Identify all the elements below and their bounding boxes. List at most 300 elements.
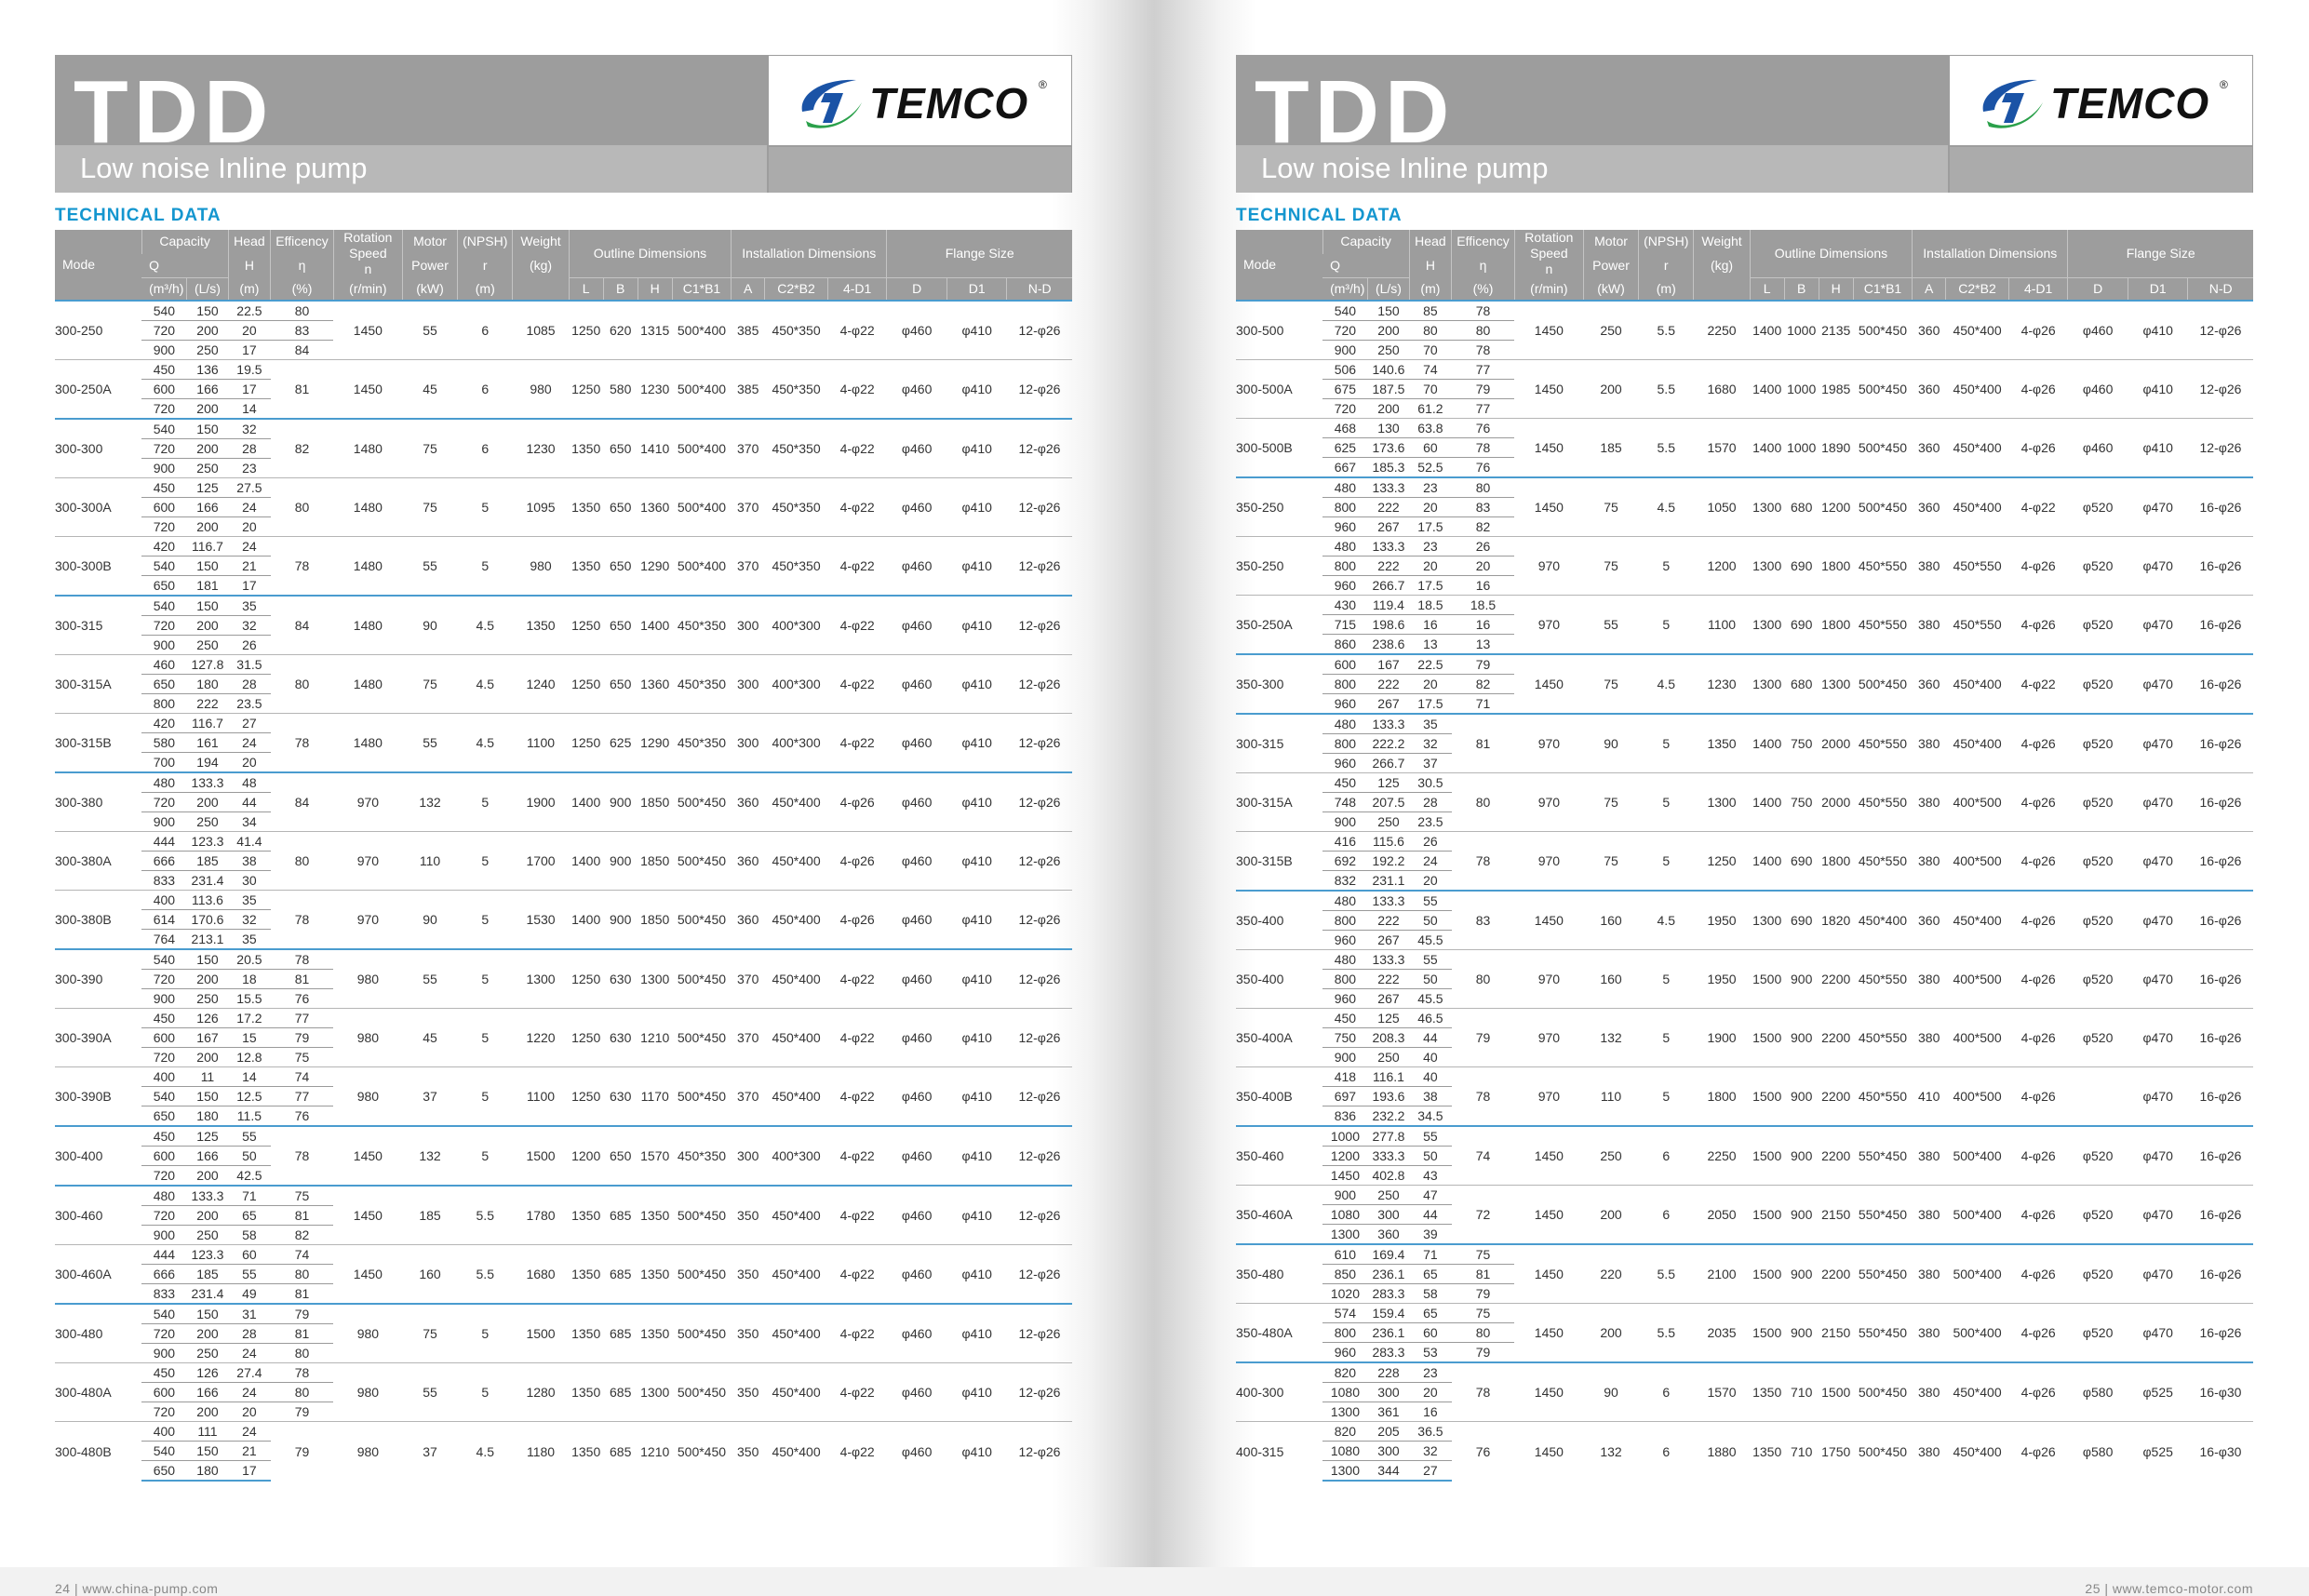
col-flange: Flange Size [887, 230, 1072, 277]
efficiency-cell: 16 [1452, 615, 1515, 635]
flow-ls-cell: 266.7 [1368, 576, 1409, 596]
flow-m3h-cell: 540 [141, 1442, 187, 1461]
flow-m3h-cell: 600 [141, 498, 187, 517]
flow-ls-cell: 222 [187, 694, 228, 714]
efficiency-cell: 79 [1452, 1284, 1515, 1304]
flow-m3h-cell: 720 [1322, 321, 1368, 341]
spec-cell-npsh: 6 [1639, 1422, 1694, 1482]
spec-cell-h: 1985 [1819, 360, 1853, 419]
head-cell: 23 [228, 459, 270, 478]
table-row [55, 1304, 1072, 1324]
efficiency-cell: 79 [1452, 1009, 1515, 1067]
head-cell: 60 [228, 1245, 270, 1265]
spec-cell-weight: 1500 [513, 1304, 569, 1363]
efficiency-cell: 18.5 [1452, 596, 1515, 615]
spec-cell-c2b2: 500*400 [1946, 1186, 2009, 1245]
spec-cell-d1: φ410 [946, 596, 1007, 655]
spec-cell-c1b1: 450*350 [672, 714, 731, 773]
flow-ls-cell: 277.8 [1368, 1126, 1409, 1147]
flow-ls-cell: 185 [187, 852, 228, 871]
spec-cell-d1: φ470 [2128, 891, 2188, 950]
flow-ls-cell: 180 [187, 1461, 228, 1482]
table-row [55, 1067, 1072, 1087]
head-cell: 63.8 [1409, 419, 1451, 438]
spec-cell-npsh: 5.5 [1639, 360, 1694, 419]
technical-data-table [55, 230, 1072, 1482]
flow-m3h-cell: 715 [1322, 615, 1368, 635]
spec-cell-a: 360 [1913, 419, 1946, 478]
spec-cell-a: 360 [1913, 654, 1946, 714]
col-c1b1: C1*B1 [1853, 277, 1912, 301]
spec-cell-c2b2: 400*300 [765, 596, 828, 655]
spec-cell-nd: 16-φ26 [2188, 1067, 2253, 1127]
spec-cell-d41: 4-φ22 [827, 478, 887, 537]
efficiency-cell: 75 [271, 1186, 334, 1206]
spec-cell-h: 1170 [638, 1067, 672, 1127]
efficiency-cell: 81 [1452, 714, 1515, 773]
col-npsh-unit: (m) [458, 277, 513, 301]
spec-cell-b: 900 [1784, 1126, 1819, 1186]
spec-cell-l: 1400 [569, 832, 603, 891]
spec-cell-d1: φ410 [946, 1126, 1007, 1186]
spec-cell-nd: 12-φ26 [2188, 360, 2253, 419]
spec-cell-speed: 970 [333, 891, 402, 950]
head-cell: 24 [228, 498, 270, 517]
spec-cell-power: 110 [402, 832, 457, 891]
spec-cell-c1b1: 500*450 [672, 832, 731, 891]
spec-cell-l: 1250 [569, 1009, 603, 1067]
flow-ls-cell: 283.3 [1368, 1343, 1409, 1363]
spec-cell-npsh: 6 [1639, 1186, 1694, 1245]
col-npsh: (NPSH) [458, 230, 513, 254]
spec-cell-a: 300 [732, 714, 765, 773]
head-cell: 38 [228, 852, 270, 871]
temco-swirl-icon [797, 74, 867, 136]
flow-m3h-cell: 574 [1322, 1304, 1368, 1323]
col-a: A [732, 277, 765, 301]
spec-cell-weight: 1050 [1694, 477, 1750, 537]
flow-m3h-cell: 600 [141, 1147, 187, 1166]
head-cell: 15.5 [228, 989, 270, 1009]
temco-swirl-icon [1978, 74, 2048, 136]
spec-cell-a: 380 [1913, 1304, 1946, 1363]
flow-m3h-cell: 860 [1322, 635, 1368, 655]
spec-cell-nd: 12-φ26 [1007, 419, 1072, 478]
spec-cell-b: 1000 [1784, 360, 1819, 419]
spec-cell-power: 160 [1583, 891, 1638, 950]
efficiency-cell: 78 [1452, 341, 1515, 360]
col-h: H [1819, 277, 1853, 301]
spec-cell-power: 75 [402, 419, 457, 478]
head-cell: 46.5 [1409, 1009, 1451, 1028]
flow-ls-cell: 130 [1368, 419, 1409, 438]
spec-cell-b: 900 [1784, 1009, 1819, 1067]
spec-cell-npsh: 4.5 [1639, 891, 1694, 950]
flow-ls-cell: 200 [187, 793, 228, 812]
spec-cell-d41: 4-φ26 [827, 891, 887, 950]
efficiency-cell: 80 [1452, 477, 1515, 498]
head-cell: 12.5 [228, 1087, 270, 1106]
flow-m3h-cell: 1300 [1322, 1402, 1368, 1422]
flow-m3h-cell: 900 [1322, 1186, 1368, 1205]
efficiency-cell: 78 [271, 1363, 334, 1383]
spec-cell-h: 2150 [1819, 1186, 1853, 1245]
flow-m3h-cell: 720 [141, 517, 187, 537]
col-weight-blank [513, 277, 569, 301]
spec-cell-c1b1: 500*400 [672, 537, 731, 597]
flow-m3h-cell: 650 [141, 675, 187, 694]
spec-cell-d: φ460 [887, 1067, 947, 1127]
flow-ls-cell: 193.6 [1368, 1087, 1409, 1106]
spec-cell-nd: 12-φ26 [1007, 891, 1072, 950]
head-cell: 35 [228, 891, 270, 910]
spec-cell-power: 75 [402, 1304, 457, 1363]
flow-ls-cell: 250 [187, 1226, 228, 1245]
spec-cell-a: 360 [1913, 891, 1946, 950]
col-eff-unit: (%) [271, 277, 334, 301]
spec-cell-speed: 980 [333, 949, 402, 1009]
spec-cell-d: φ520 [2068, 1304, 2128, 1363]
head-cell: 80 [1409, 321, 1451, 341]
table-row [55, 537, 1072, 557]
spec-cell-d1: φ470 [2128, 537, 2188, 596]
flow-ls-cell: 167 [187, 1028, 228, 1048]
flow-m3h-cell: 692 [1322, 852, 1368, 871]
flow-ls-cell: 267 [1368, 989, 1409, 1009]
flow-ls-cell: 150 [187, 419, 228, 439]
col-rotation: Rotation Speed n [1514, 230, 1583, 277]
head-cell: 20 [1409, 557, 1451, 576]
spec-cell-b: 900 [603, 772, 638, 832]
flow-m3h-cell: 800 [1322, 557, 1368, 576]
spec-cell-power: 55 [1583, 596, 1638, 655]
spec-cell-b: 900 [1784, 950, 1819, 1009]
head-cell: 16 [1409, 615, 1451, 635]
flow-ls-cell: 200 [187, 1324, 228, 1344]
spec-cell-nd: 12-φ26 [1007, 1304, 1072, 1363]
spec-cell-c2b2: 400*500 [1946, 1009, 2009, 1067]
spec-cell-nd: 16-φ26 [2188, 1009, 2253, 1067]
flow-m3h-cell: 720 [141, 439, 187, 459]
col-flange: Flange Size [2068, 230, 2253, 277]
flow-m3h-cell: 750 [1322, 1028, 1368, 1048]
spec-cell-speed: 970 [1514, 1067, 1583, 1127]
spec-cell-c2b2: 450*400 [765, 832, 828, 891]
spec-cell-a: 380 [1913, 537, 1946, 596]
spec-cell-weight: 1350 [513, 596, 569, 655]
spec-cell-speed: 1480 [333, 655, 402, 714]
spec-cell-npsh: 6 [1639, 1362, 1694, 1422]
spec-cell-c2b2: 450*400 [1946, 477, 2009, 537]
head-cell: 74 [1409, 360, 1451, 380]
table-row [1236, 301, 2253, 321]
spec-cell-c1b1: 450*550 [1853, 773, 1912, 832]
flow-m3h-cell: 720 [141, 1402, 187, 1422]
spec-cell-b: 685 [603, 1304, 638, 1363]
flow-m3h-cell: 720 [141, 399, 187, 420]
spec-cell-c1b1: 500*450 [672, 1304, 731, 1363]
flow-ls-cell: 127.8 [187, 655, 228, 675]
spec-cell-power: 200 [1583, 1304, 1638, 1363]
flow-m3h-cell: 1000 [1322, 1126, 1368, 1147]
spec-cell-npsh: 5.5 [458, 1245, 513, 1305]
spec-cell-d: φ460 [887, 891, 947, 950]
spec-cell-d41: 4-φ22 [827, 1126, 887, 1186]
spec-cell-b: 685 [603, 1363, 638, 1422]
spec-cell-weight: 1100 [513, 714, 569, 773]
efficiency-cell: 82 [271, 1226, 334, 1245]
spec-cell-power: 110 [1583, 1067, 1638, 1127]
spec-cell-d: φ460 [887, 419, 947, 478]
spec-cell-c1b1: 550*450 [1853, 1126, 1912, 1186]
model-cell: 350-250 [1236, 477, 1322, 537]
spec-cell-power: 90 [402, 891, 457, 950]
col-4d1: 4-D1 [827, 277, 887, 301]
flow-m3h-cell: 450 [141, 360, 187, 380]
spec-cell-d1: φ470 [2128, 832, 2188, 892]
spec-cell-c1b1: 450*550 [1853, 950, 1912, 1009]
spec-cell-h: 1350 [638, 1245, 672, 1305]
spec-cell-power: 220 [1583, 1244, 1638, 1304]
spec-cell-d: φ460 [887, 1186, 947, 1245]
efficiency-cell: 81 [271, 360, 334, 420]
flow-m3h-cell: 700 [141, 753, 187, 773]
spec-cell-l: 1500 [1750, 1126, 1784, 1186]
spec-cell-d41: 4-φ26 [2008, 1067, 2068, 1127]
spec-cell-b: 900 [603, 891, 638, 950]
spec-cell-nd: 16-φ26 [2188, 832, 2253, 892]
spec-cell-a: 360 [1913, 477, 1946, 537]
spec-cell-a: 380 [1913, 950, 1946, 1009]
spec-cell-h: 1290 [638, 714, 672, 773]
spec-cell-b: 650 [603, 537, 638, 597]
spec-cell-speed: 1480 [333, 478, 402, 537]
head-cell: 20 [228, 753, 270, 773]
spec-cell-c2b2: 450*350 [765, 478, 828, 537]
efficiency-cell: 76 [271, 989, 334, 1009]
spec-cell-a: 300 [732, 596, 765, 655]
spec-cell-c1b1: 500*450 [672, 1009, 731, 1067]
col-motor: Motor [1583, 230, 1638, 254]
spec-cell-h: 1350 [638, 1304, 672, 1363]
flow-m3h-cell: 900 [141, 1226, 187, 1245]
col-d: D [2068, 277, 2128, 301]
spec-cell-c1b1: 500*450 [672, 1067, 731, 1127]
flow-ls-cell: 222 [1368, 911, 1409, 931]
spec-cell-l: 1350 [569, 1304, 603, 1363]
flow-ls-cell: 222 [1368, 498, 1409, 517]
spec-cell-d: φ460 [887, 832, 947, 891]
head-cell: 18 [228, 970, 270, 989]
table-row [1236, 596, 2253, 615]
spec-cell-l: 1300 [1750, 537, 1784, 596]
col-c2b2: C2*B2 [765, 277, 828, 301]
spec-cell-l: 1250 [569, 360, 603, 420]
flow-ls-cell: 402.8 [1368, 1166, 1409, 1186]
head-cell: 17.5 [1409, 517, 1451, 537]
flow-ls-cell: 185 [187, 1265, 228, 1284]
spec-cell-d1: φ470 [2128, 477, 2188, 537]
spec-cell-a: 380 [1913, 1009, 1946, 1067]
spec-cell-d1: φ410 [946, 772, 1007, 832]
head-cell: 43 [1409, 1166, 1451, 1186]
spec-cell-c2b2: 450*550 [1946, 596, 2009, 655]
spec-cell-a: 385 [732, 301, 765, 360]
flow-m3h-cell: 764 [141, 930, 187, 950]
flow-ls-cell: 167 [1368, 654, 1409, 675]
spec-cell-c1b1: 450*350 [672, 1126, 731, 1186]
table-body [55, 301, 1072, 1481]
spec-cell-npsh: 5.5 [458, 1186, 513, 1245]
spec-cell-nd: 12-φ26 [1007, 1422, 1072, 1482]
efficiency-cell: 78 [1452, 832, 1515, 892]
flow-ls-cell: 250 [1368, 1186, 1409, 1205]
flow-ls-cell: 250 [1368, 341, 1409, 360]
spec-cell-l: 1400 [1750, 773, 1784, 832]
spec-cell-npsh: 5 [1639, 773, 1694, 832]
head-cell: 70 [1409, 380, 1451, 399]
flow-m3h-cell: 800 [1322, 970, 1368, 989]
spec-cell-d: φ520 [2068, 714, 2128, 773]
spec-cell-h: 1360 [638, 478, 672, 537]
spec-cell-speed: 980 [333, 1067, 402, 1127]
model-cell: 300-250 [55, 301, 141, 360]
spec-cell-speed: 970 [1514, 950, 1583, 1009]
spec-cell-npsh: 6 [1639, 1126, 1694, 1186]
table-row [55, 301, 1072, 321]
table-row [55, 419, 1072, 439]
spec-cell-c2b2: 450*350 [765, 537, 828, 597]
spec-cell-npsh: 5 [1639, 832, 1694, 892]
flow-ls-cell: 231.4 [187, 871, 228, 891]
spec-cell-weight: 980 [513, 360, 569, 420]
spec-cell-c2b2: 450*400 [765, 772, 828, 832]
spec-cell-d1: φ410 [2128, 360, 2188, 419]
flow-ls-cell: 231.4 [187, 1284, 228, 1305]
spec-cell-d1: φ410 [2128, 301, 2188, 360]
spec-cell-l: 1300 [1750, 891, 1784, 950]
col-capacity-sym: Q [1322, 254, 1409, 278]
flow-m3h-cell: 480 [1322, 714, 1368, 734]
spec-cell-nd: 16-φ26 [2188, 596, 2253, 655]
head-cell: 17.2 [228, 1009, 270, 1028]
flow-ls-cell: 236.1 [1368, 1323, 1409, 1343]
flow-ls-cell: 136 [187, 360, 228, 380]
spec-cell-d1: φ470 [2128, 596, 2188, 655]
spec-cell-d1: φ470 [2128, 950, 2188, 1009]
spec-cell-d: φ520 [2068, 832, 2128, 892]
spec-cell-speed: 1450 [1514, 891, 1583, 950]
spec-cell-npsh: 4.5 [458, 1422, 513, 1482]
spec-cell-c1b1: 500*450 [672, 1245, 731, 1305]
spec-cell-npsh: 5 [458, 772, 513, 832]
spec-cell-weight: 1100 [513, 1067, 569, 1127]
flow-m3h-cell: 720 [141, 793, 187, 812]
flow-ls-cell: 344 [1368, 1461, 1409, 1482]
flow-ls-cell: 125 [1368, 1009, 1409, 1028]
table-row [1236, 654, 2253, 675]
spec-cell-d41: 4-φ22 [827, 655, 887, 714]
flow-ls-cell: 213.1 [187, 930, 228, 950]
spec-cell-weight: 1240 [513, 655, 569, 714]
spec-cell-speed: 980 [333, 1304, 402, 1363]
flow-ls-cell: 166 [187, 498, 228, 517]
spec-cell-l: 1500 [1750, 1304, 1784, 1363]
spec-cell-speed: 970 [1514, 714, 1583, 773]
spec-cell-power: 132 [402, 1126, 457, 1186]
spec-cell-c2b2: 400*500 [1946, 1067, 2009, 1127]
flow-m3h-cell: 625 [1322, 438, 1368, 458]
flow-m3h-cell: 836 [1322, 1106, 1368, 1127]
model-cell: 350-480A [1236, 1304, 1322, 1363]
flow-m3h-cell: 900 [141, 989, 187, 1009]
spec-cell-speed: 1480 [333, 537, 402, 597]
spec-cell-speed: 970 [1514, 773, 1583, 832]
spec-cell-speed: 1480 [333, 419, 402, 478]
efficiency-cell: 80 [1452, 950, 1515, 1009]
spec-cell-c2b2: 450*400 [765, 1067, 828, 1127]
efficiency-cell: 82 [271, 419, 334, 478]
flow-m3h-cell: 540 [1322, 301, 1368, 321]
efficiency-cell: 74 [1452, 1126, 1515, 1186]
spec-cell-d: φ520 [2068, 950, 2128, 1009]
spec-cell-a: 380 [1913, 1186, 1946, 1245]
table-row [1236, 891, 2253, 911]
flow-m3h-cell: 506 [1322, 360, 1368, 380]
head-cell: 65 [1409, 1304, 1451, 1323]
head-cell: 21 [228, 557, 270, 576]
spec-cell-c2b2: 400*300 [765, 714, 828, 773]
spec-cell-c1b1: 450*550 [1853, 714, 1912, 773]
spec-cell-d41: 4-φ26 [2008, 1186, 2068, 1245]
flow-ls-cell: 222 [1368, 970, 1409, 989]
spec-cell-speed: 1450 [333, 360, 402, 420]
spec-cell-l: 1300 [1750, 654, 1784, 714]
flow-ls-cell: 200 [1368, 399, 1409, 419]
efficiency-cell: 80 [271, 1265, 334, 1284]
spec-cell-d1: φ470 [2128, 773, 2188, 832]
head-cell: 23 [1409, 537, 1451, 557]
efficiency-cell: 16 [1452, 576, 1515, 596]
efficiency-cell: 79 [1452, 1343, 1515, 1363]
spec-cell-nd: 12-φ26 [1007, 301, 1072, 360]
spec-cell-d: φ520 [2068, 773, 2128, 832]
flow-m3h-cell: 540 [141, 949, 187, 970]
head-cell: 17 [228, 380, 270, 399]
flow-m3h-cell: 960 [1322, 517, 1368, 537]
spec-cell-c1b1: 500*400 [672, 419, 731, 478]
spec-cell-a: 360 [1913, 360, 1946, 419]
flow-m3h-cell: 720 [141, 1324, 187, 1344]
spec-cell-nd: 12-φ26 [2188, 301, 2253, 360]
spec-cell-power: 55 [402, 537, 457, 597]
head-cell: 65 [1409, 1265, 1451, 1284]
col-eff-sym: η [1452, 254, 1515, 278]
spec-cell-l: 1250 [569, 596, 603, 655]
head-cell: 48 [228, 772, 270, 793]
col-outline: Outline Dimensions [1750, 230, 1913, 277]
spec-cell-d: φ460 [887, 1363, 947, 1422]
spec-cell-nd: 16-φ30 [2188, 1362, 2253, 1422]
flow-m3h-cell: 960 [1322, 1343, 1368, 1363]
spec-cell-b: 685 [603, 1186, 638, 1245]
spec-cell-weight: 1800 [1694, 1067, 1750, 1127]
spec-cell-npsh: 5 [1639, 950, 1694, 1009]
head-cell: 14 [228, 1067, 270, 1087]
col-weight-blank [1694, 277, 1750, 301]
flow-ls-cell: 250 [187, 1344, 228, 1363]
col-motor: Motor [402, 230, 457, 254]
